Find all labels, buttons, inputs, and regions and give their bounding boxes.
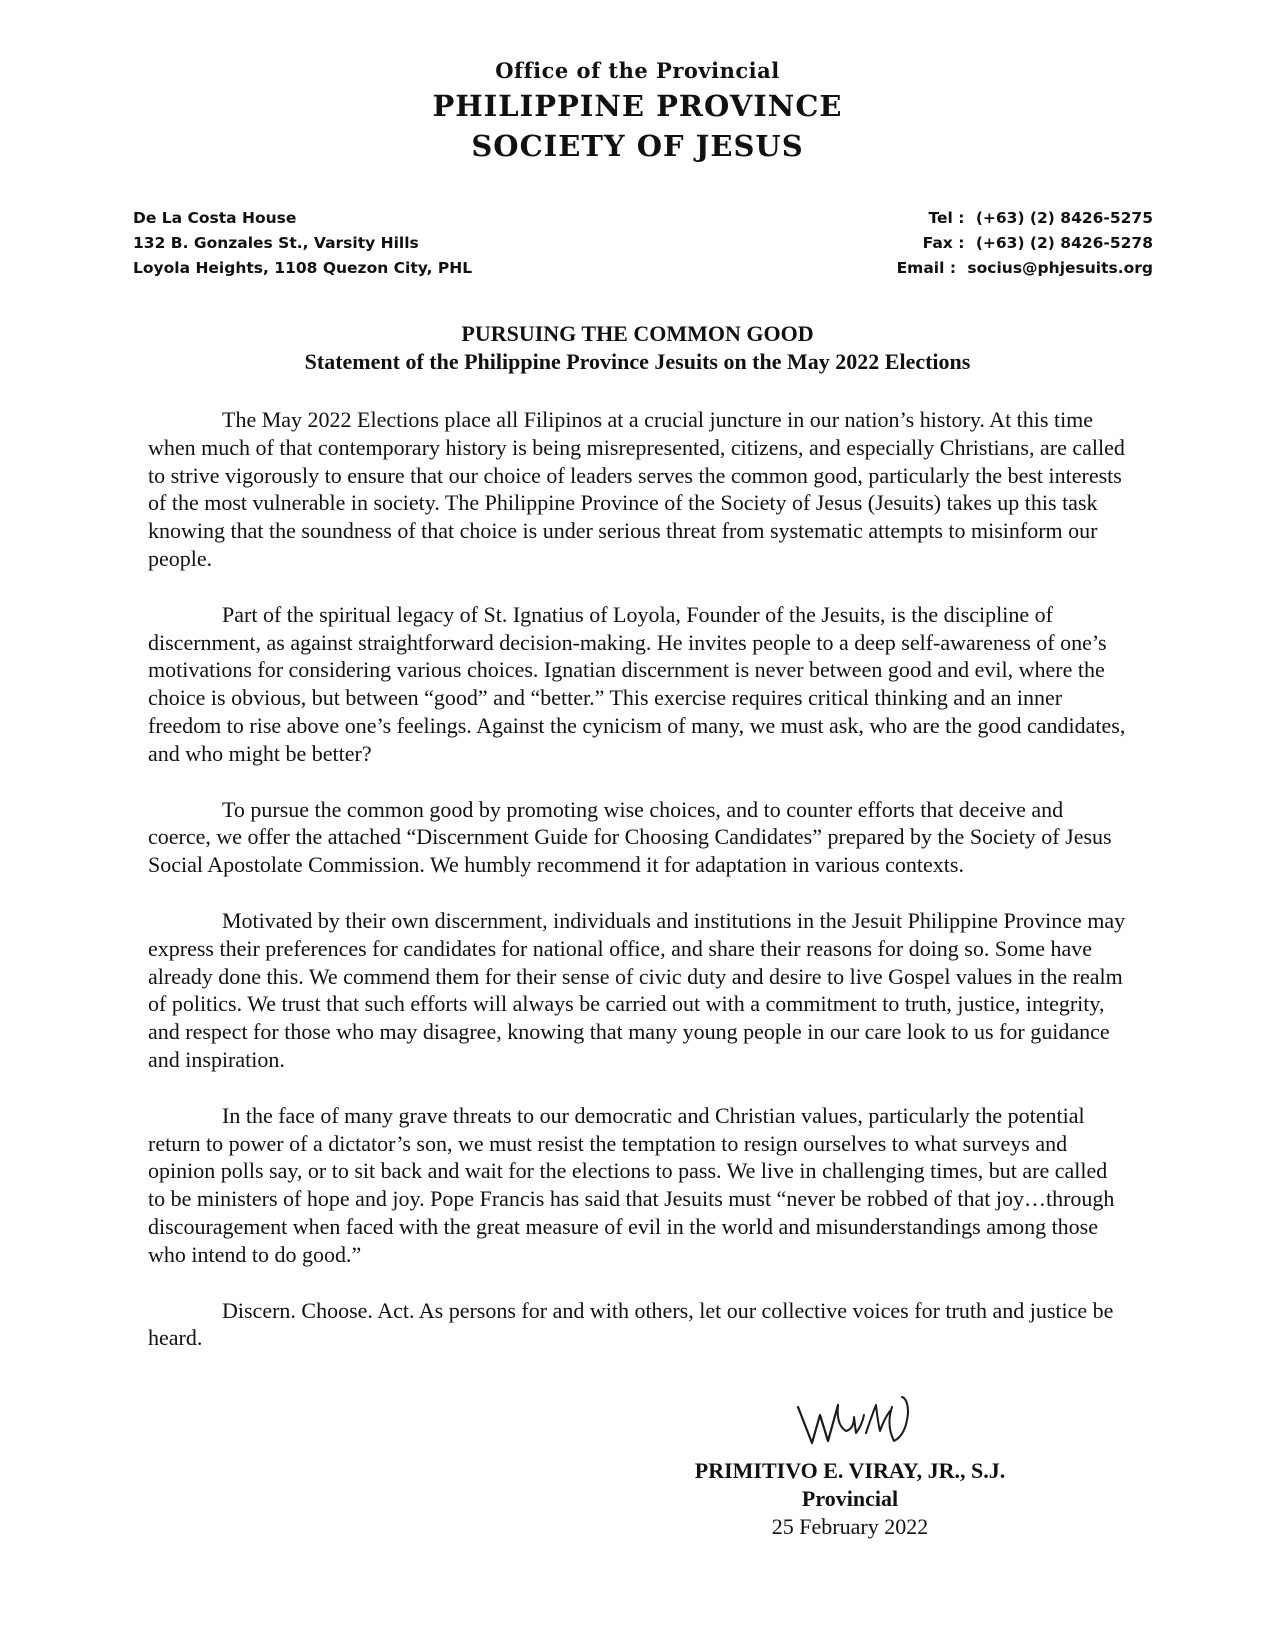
statement-title: PURSUING THE COMMON GOOD xyxy=(461,321,814,346)
address-block xyxy=(133,206,472,281)
province-name: PHILIPPINE PROVINCE xyxy=(432,89,843,123)
tel-value: (+63) (2) 8426-5275 xyxy=(975,209,1153,227)
paragraph: The May 2022 Elections place all Filipinos at a crucial juncture in our nation’s history. At this time when much of that contemporary history is being misrepresented, citizens, and especially Christians, are called to strive vigorously to ensure that our choice of leaders serves the common good, particularly the best interests of the most vulnerable in society. The Philippine Province of the Society of Jesus (Jesuits) takes up this task knowing that the soundness of that choice is under serious threat from systematic attempts to misinform our people. xyxy=(148,407,1125,571)
statement-body xyxy=(148,406,1128,1380)
address-line: De La Costa House xyxy=(133,209,297,227)
statement-heading xyxy=(0,320,1275,376)
paragraph: In the face of many grave threats to our democratic and Christian values, particularly the potential return to power of a dictator’s son, we must resist the temptation to resign ourselves to what surveys and opinion polls say, or to sit back and wait for the elections to pass. We live in challenging times, but are called to be ministers of hope and joy. Pope Francis has said that Jesuits must “never be robbed of that joy…through discouragement when faced with the great measure of evil in the world and misunderstandings among those who intend to do good.” xyxy=(148,1102,1115,1267)
signatory-name: PRIMITIVO E. VIRAY, JR., S.J. xyxy=(694,1458,1006,1483)
society-name: SOCIETY OF JESUS xyxy=(471,129,804,163)
contact-block xyxy=(897,206,1153,281)
signatory-position: Provincial xyxy=(801,1486,899,1511)
signature-date: 25 February 2022 xyxy=(771,1514,929,1539)
paragraph: Discern. Choose. Act. As persons for and with others, let our collective voices for truth and justice be heard. xyxy=(148,1297,1114,1351)
email-label: Email : xyxy=(896,259,957,277)
email-row xyxy=(897,256,1153,281)
signature-block xyxy=(640,1457,1060,1541)
handwritten-signature xyxy=(790,1385,950,1455)
address-line: Loyola Heights, 1108 Quezon City, PHL xyxy=(133,259,473,277)
paragraph: Motivated by their own discernment, individuals and institutions in the Jesuit Philippine Province may express their preferences for candidates for national office, and share their reasons for doing so. Some have already done this. We commend them for their sense of civic duty and desire to live Gospel values in the realm of politics. We trust that such efforts will always be carried out with a commitment to truth, justice, integrity, and respect for those who may disagree, knowing that many young people in our care look to us for guidance and inspiration. xyxy=(148,907,1126,1072)
letterhead xyxy=(0,56,1275,166)
address-line: 132 B. Gonzales St., Varsity Hills xyxy=(133,234,419,252)
tel-label: Tel : xyxy=(928,209,965,227)
paragraph: To pursue the common good by promoting wise choices, and to counter efforts that deceive and coerce, we offer the attached “Discernment Guide for Choosing Candidates” prepared by the Society of Jesus Social Apostolate Commission. We humbly recommend it for adaptation in various contexts. xyxy=(148,796,1112,878)
office-title: Office of the Provincial xyxy=(495,58,780,83)
statement-subtitle: Statement of the Philippine Province Jesuits on the May 2022 Elections xyxy=(304,349,971,374)
fax-row xyxy=(897,231,1153,256)
fax-label: Fax : xyxy=(922,234,965,252)
email-value: socius@phjesuits.org xyxy=(967,259,1153,277)
tel-row xyxy=(897,206,1153,231)
paragraph: Part of the spiritual legacy of St. Ignatius of Loyola, Founder of the Jesuits, is the discipline of discernment, as against straightforward decision-making. He invites people to a deep self-awareness of one’s motivations for considering various choices. Ignatian discernment is never between good and evil, where the choice is obvious, but between “good” and “better.” This exercise requires critical thinking and an inner freedom to rise above one’s feelings. Against the cynicism of many, we must ask, who are the good candidates, and who might be better? xyxy=(148,601,1126,766)
fax-value: (+63) (2) 8426-5278 xyxy=(975,234,1153,252)
